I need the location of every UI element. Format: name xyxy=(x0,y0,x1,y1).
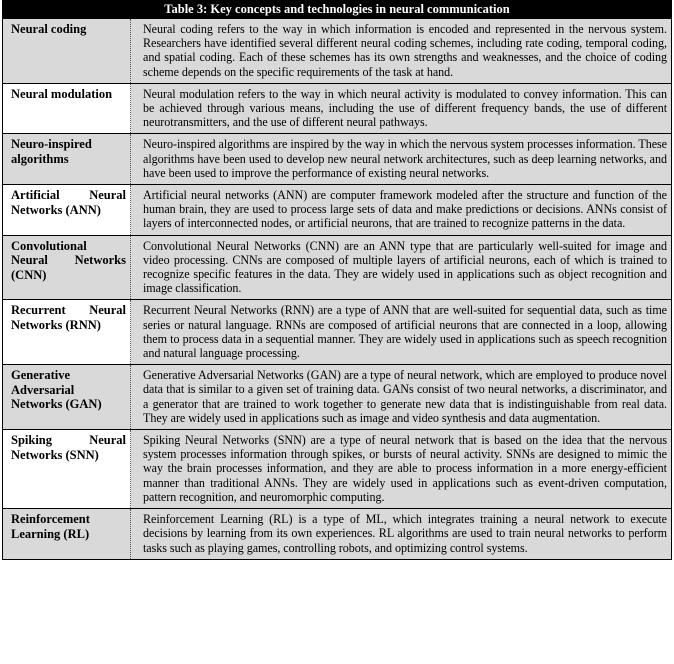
description-cell: Generative Adversarial Networks (GAN) are a type of neural network, which are employed to produce novel data that is similar to a given set of training data. GANs consist of two neural networks, a discriminator, and a generator that are trained to work together to generate new data that is indistinguishable from real data. They are widely used in applications such as image and video synthesis and data augmentation. xyxy=(131,365,671,429)
table-row xyxy=(3,184,671,235)
description-cell: Neuro-inspired algorithms are inspired by the way in which the nervous system processes information. These algorithms have been used to develop new neural network architectures, such as deep learning networks, and have been used to improve the performance of existing neural networks. xyxy=(131,134,671,184)
description-cell: Artificial neural networks (ANN) are computer framework modeled after the structure and function of the human brain, they are used to process large sets of data and make predictions or decisions. ANNs consist of layers of interconnected nodes, or artificial neurons, that are trained to recognize patterns in the data. xyxy=(131,185,671,235)
table-row xyxy=(3,235,671,300)
table-row xyxy=(3,364,671,429)
term-cell: Neural coding xyxy=(3,19,131,83)
description-cell: Reinforcement Learning (RL) is a type of ML, which integrates training a neural network to execute decisions by learning from its own experiences. RL algorithms are used to train neural networks to perform tasks such as playing games, controlling robots, and optimizing control systems. xyxy=(131,509,671,559)
concepts-table xyxy=(2,0,672,560)
table-row xyxy=(3,299,671,364)
term-cell: Spiking Neural Networks (SNN) xyxy=(3,430,131,508)
description-cell: Neural coding refers to the way in which information is encoded and represented in the nervous system. Researchers have identified several different neural coding schemes, including rate coding, temporal coding, and spatial coding. Each of these schemes has its own strengths and weaknesses, and the choice of coding scheme depends on the specific requirements of the task at hand. xyxy=(131,19,671,83)
table-row xyxy=(3,18,671,83)
term-cell: Neuro-inspired algorithms xyxy=(3,134,131,184)
table-row xyxy=(3,133,671,184)
term-cell: Neural modulation xyxy=(3,84,131,134)
description-cell: Spiking Neural Networks (SNN) are a type of neural network that is based on the idea that the nervous system processes information through spikes, or bursts of neural activity. SNNs are designed to mimic the way the brain processes information, and they are able to process information in a more energy-efficient manner than traditional ANNs. They are widely used in applications such as event-driven computation, pattern recognition, and neuromorphic computing. xyxy=(131,430,671,508)
term-cell: Recurrent Neural Networks (RNN) xyxy=(3,300,131,364)
description-cell: Recurrent Neural Networks (RNN) are a type of ANN that are well-suited for sequential data, such as time series or natural language. RNNs are composed of artificial neurons that are connected in a loop, allowing them to process data in a sequential manner. They are widely used in applications such as speech recognition and natural language processing. xyxy=(131,300,671,364)
table-row xyxy=(3,429,671,508)
table-title: Table 3: Key concepts and technologies in neural communication xyxy=(3,1,671,18)
table-row xyxy=(3,508,671,559)
term-cell: Generative Adversarial Networks (GAN) xyxy=(3,365,131,429)
term-cell: Artificial Neural Networks (ANN) xyxy=(3,185,131,235)
description-cell: Convolutional Neural Networks (CNN) are an ANN type that are particularly well-suited for image and video processing. CNNs are composed of multiple layers of artificial neurons, each of which is trained to recognize specific features in the data. They are widely used in applications such as object recognition and image classification. xyxy=(131,236,671,300)
term-cell: Reinforcement Learning (RL) xyxy=(3,509,131,559)
description-cell: Neural modulation refers to the way in which neural activity is modulated to convey information. This can be achieved through various means, including the use of different frequency bands, the use of different neurotransmitters, and the use of different neural pathways. xyxy=(131,84,671,134)
term-cell: Convolutional Neural Networks (CNN) xyxy=(3,236,131,300)
table-row xyxy=(3,83,671,134)
